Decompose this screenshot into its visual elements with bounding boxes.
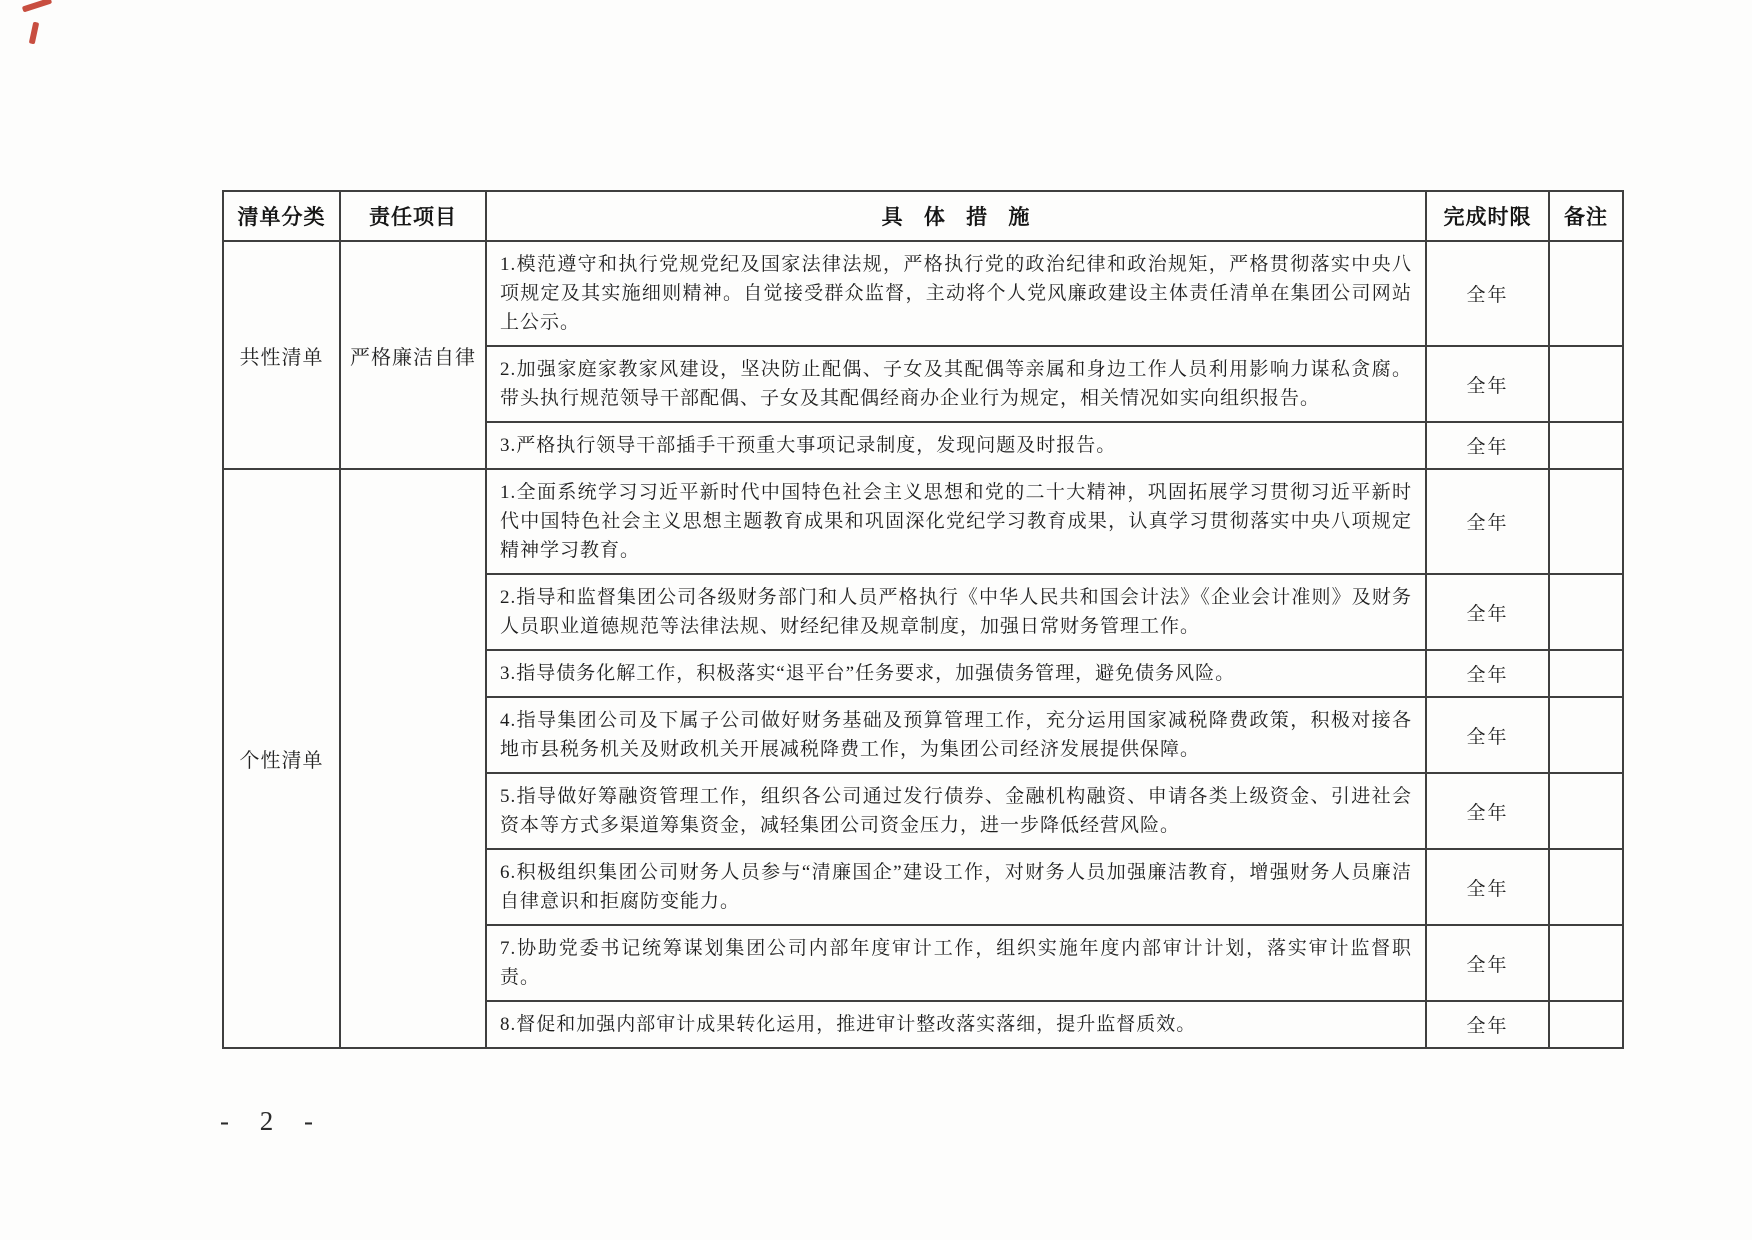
page-number: - 2 -: [220, 1106, 325, 1136]
deadline-cell: 全年: [1426, 422, 1549, 469]
remark-cell: [1549, 469, 1623, 574]
measure-cell: 2.加强家庭家教家风建设，坚决防止配偶、子女及其配偶等亲属和身边工作人员利用影响力谋私贪腐。带头执行规范领导干部配偶、子女及其配偶经商办企业行为规定，相关情况如实向组织报告。: [486, 346, 1426, 422]
deadline-cell: 全年: [1426, 697, 1549, 773]
deadline-cell: 全年: [1426, 574, 1549, 650]
remark-cell: [1549, 241, 1623, 346]
deadline-cell: 全年: [1426, 650, 1549, 697]
responsibility-cell: 严格廉洁自律: [340, 241, 486, 469]
deadline-cell: 全年: [1426, 773, 1549, 849]
remark-cell: [1549, 849, 1623, 925]
deadline-cell: 全年: [1426, 469, 1549, 574]
responsibility-list-table: [222, 190, 1624, 1049]
remark-cell: [1549, 346, 1623, 422]
category-cell: 共性清单: [223, 241, 340, 469]
remark-cell: [1549, 574, 1623, 650]
col-header-remark: 备注: [1549, 191, 1623, 241]
deadline-cell: 全年: [1426, 925, 1549, 1001]
col-header-responsibility: 责任项目: [340, 191, 486, 241]
measure-cell: 3.严格执行领导干部插手干预重大事项记录制度，发现问题及时报告。: [486, 422, 1426, 469]
remark-cell: [1549, 650, 1623, 697]
measure-cell: 8.督促和加强内部审计成果转化运用，推进审计整改落实落细，提升监督质效。: [486, 1001, 1426, 1048]
deadline-cell: 全年: [1426, 849, 1549, 925]
col-header-measures: 具 体 措 施: [486, 191, 1426, 241]
remark-cell: [1549, 697, 1623, 773]
measure-cell: 1.全面系统学习习近平新时代中国特色社会主义思想和党的二十大精神，巩固拓展学习贯彻习近平新时代中国特色社会主义思想主题教育成果和巩固深化党纪学习教育成果，认真学习贯彻落实中央八项规定精神学习教育。: [486, 469, 1426, 574]
remark-cell: [1549, 925, 1623, 1001]
red-scan-mark-icon: [29, 22, 39, 45]
deadline-cell: 全年: [1426, 1001, 1549, 1048]
measure-cell: 4.指导集团公司及下属子公司做好财务基础及预算管理工作，充分运用国家减税降费政策，积极对接各地市县税务机关及财政机关开展减税降费工作，为集团公司经济发展提供保障。: [486, 697, 1426, 773]
table-header-row: [223, 191, 1623, 241]
measure-cell: 3.指导债务化解工作，积极落实“退平台”任务要求，加强债务管理，避免债务风险。: [486, 650, 1426, 697]
measure-cell: 1.模范遵守和执行党规党纪及国家法律法规，严格执行党的政治纪律和政治规矩，严格贯彻落实中央八项规定及其实施细则精神。自觉接受群众监督，主动将个人党风廉政建设主体责任清单在集团公司网站上公示。: [486, 241, 1426, 346]
responsibility-cell: [340, 469, 486, 1048]
measure-cell: 6.积极组织集团公司财务人员参与“清廉国企”建设工作，对财务人员加强廉洁教育，增强财务人员廉洁自律意识和拒腐防变能力。: [486, 849, 1426, 925]
measure-cell: 5.指导做好筹融资管理工作，组织各公司通过发行债券、金融机构融资、申请各类上级资金、引进社会资本等方式多渠道筹集资金，减轻集团公司资金压力，进一步降低经营风险。: [486, 773, 1426, 849]
remark-cell: [1549, 773, 1623, 849]
deadline-cell: 全年: [1426, 241, 1549, 346]
table-row: [223, 241, 1623, 346]
col-header-category: 清单分类: [223, 191, 340, 241]
remark-cell: [1549, 1001, 1623, 1048]
category-cell: 个性清单: [223, 469, 340, 1048]
red-scan-mark-icon: [22, 0, 52, 12]
remark-cell: [1549, 422, 1623, 469]
measure-cell: 7.协助党委书记统筹谋划集团公司内部年度审计工作，组织实施年度内部审计计划，落实审计监督职责。: [486, 925, 1426, 1001]
table-body: [223, 241, 1623, 1048]
measure-cell: 2.指导和监督集团公司各级财务部门和人员严格执行《中华人民共和国会计法》《企业会计准则》及财务人员职业道德规范等法律法规、财经纪律及规章制度，加强日常财务管理工作。: [486, 574, 1426, 650]
col-header-deadline: 完成时限: [1426, 191, 1549, 241]
deadline-cell: 全年: [1426, 346, 1549, 422]
table-row: [223, 469, 1623, 574]
